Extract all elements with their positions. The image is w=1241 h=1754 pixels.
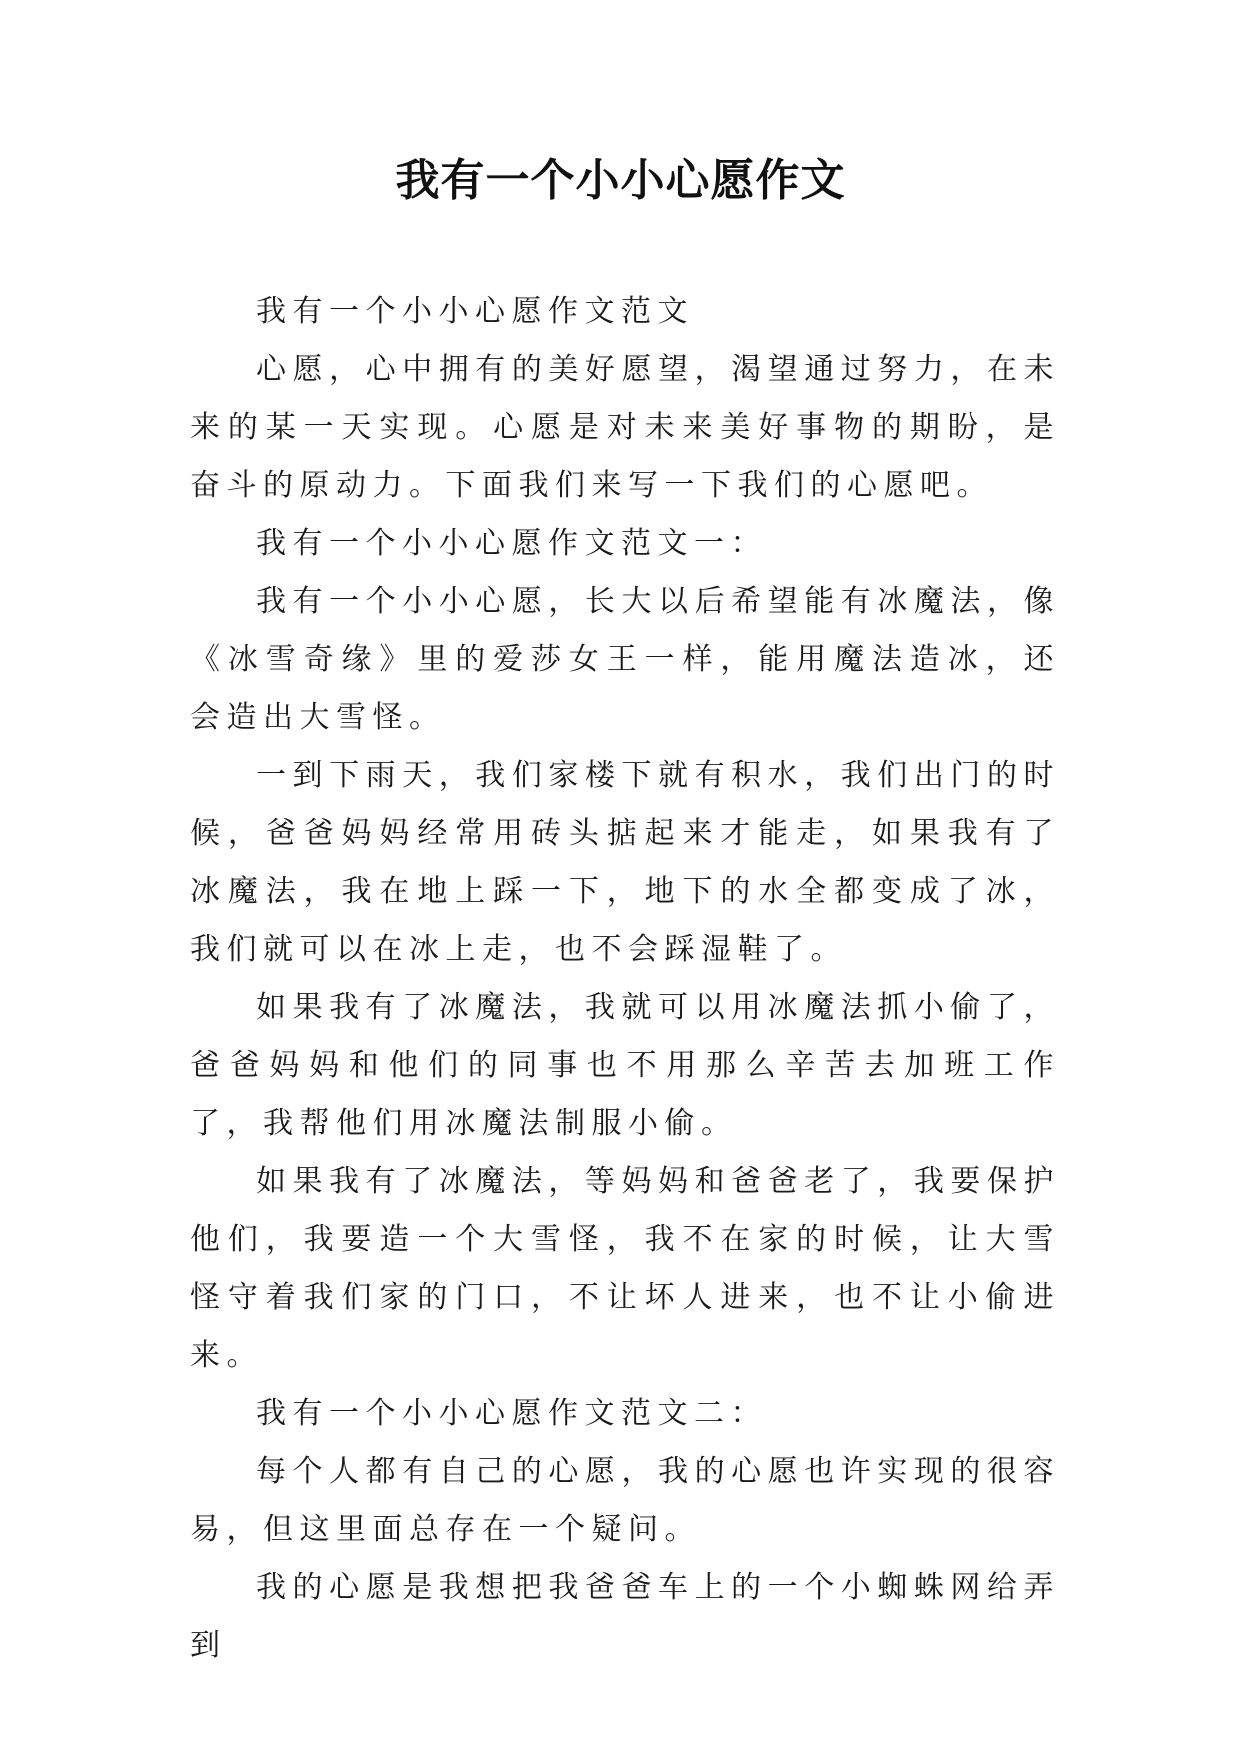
paragraph-body: 如果我有了冰魔法，我就可以用冰魔法抓小偷了，爸爸妈妈和他们的同事也不用那么辛苦去加班工作了，我帮他们用冰魔法制服小偷。 (190, 990, 1060, 1141)
paragraph-heading-one: 我有一个小小心愿作文范文一： (256, 526, 767, 561)
paragraph-body: 如果我有了冰魔法，等妈妈和爸爸老了，我要保护他们，我要造一个大雪怪，我不在家的时候，让大雪怪守着我们家的门口，不让坏人进来，也不让小偷进来。 (190, 1164, 1060, 1373)
paragraph-body: 一到下雨天，我们家楼下就有积水，我们出门的时候，爸爸妈妈经常用砖头掂起来才能走，如果我有了冰魔法，我在地上踩一下，地下的水全都变成了冰，我们就可以在冰上走，也不会踩湿鞋了。 (190, 758, 1060, 967)
paragraph-intro: 心愿，心中拥有的美好愿望，渴望通过努力，在未来的某一天实现。心愿是对未来美好事物的期盼，是奋斗的原动力。下面我们来写一下我们的心愿吧。 (190, 352, 1060, 503)
paragraph-body: 每个人都有自己的心愿，我的心愿也许实现的很容易，但这里面总存在一个疑问。 (190, 1454, 1060, 1547)
document-body (190, 283, 1060, 1675)
paragraph-subtitle: 我有一个小小心愿作文范文 (256, 294, 694, 329)
document-title: 我有一个小小心愿作文 (395, 155, 846, 206)
paragraph-body: 我有一个小小心愿，长大以后希望能有冰魔法，像《冰雪奇缘》里的爱莎女王一样，能用魔法造冰，还会造出大雪怪。 (190, 584, 1060, 735)
paragraph-body: 我的心愿是我想把我爸爸车上的一个小蜘蛛网给弄到 (190, 1570, 1060, 1663)
paragraph-heading-two: 我有一个小小心愿作文范文二： (256, 1396, 767, 1431)
